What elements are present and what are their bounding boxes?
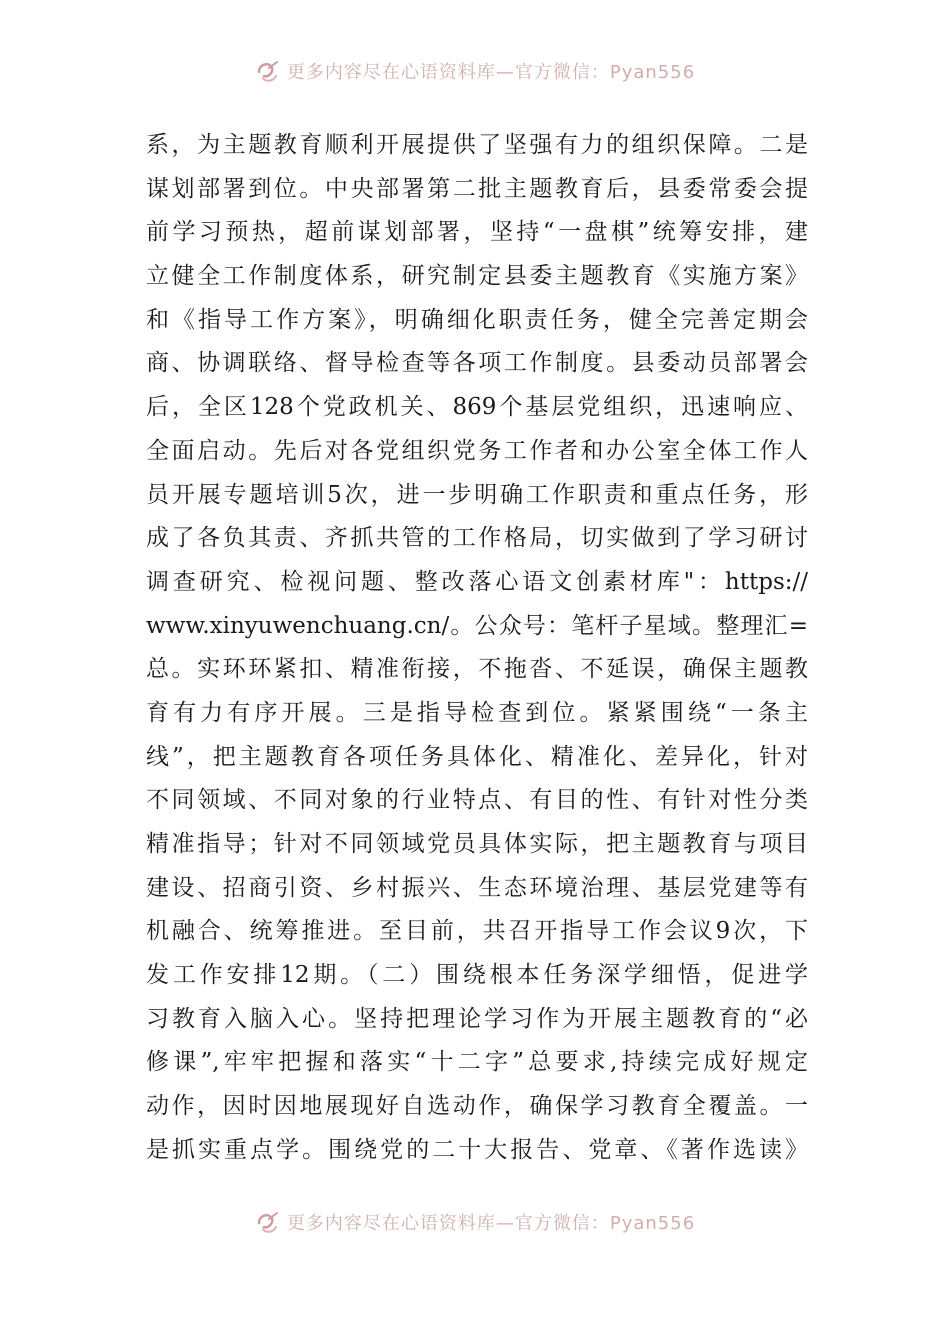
body-line: 不同领域、不同对象的行业特点、有目的性、有针对性分类 [146, 787, 808, 814]
body-line: 和《指导工作方案》，明确细化职责任务，健全完善定期会 [146, 306, 808, 333]
body-line: 动作，因时因地展现好自选动作，确保学习教育全覆盖。一 [146, 1093, 808, 1120]
body-line: 成了各负其责、齐抓共管的工作格局，切实做到了学习研讨 [146, 525, 808, 552]
footer-watermark [0, 1207, 950, 1237]
body-line: 后，全区128个党政机关、869个基层党组织，迅速响应、 [146, 394, 808, 421]
body-line: 习教育入脑入心。坚持把理论学习作为开展主题教育的“必 [146, 1005, 808, 1032]
watermark-text: 更多内容尽在心语资料库—官方微信：Pyan556 [286, 1213, 696, 1234]
body-line: 机融合、统筹推进。至目前，共召开指导工作会议9次，下 [146, 918, 808, 945]
body-line: 线”，把主题教育各项任务具体化、精准化、差异化，针对 [146, 743, 808, 770]
body-line: 系，为主题教育顺利开展提供了坚强有力的组织保障。二是 [146, 132, 808, 158]
body-line: 员开展专题培训5次，进一步明确工作职责和重点任务，形 [146, 481, 808, 508]
body-line: 是抓实重点学。围绕党的二十大报告、党章、《著作选读》 [146, 1136, 808, 1163]
watermark-logo-icon [255, 1209, 281, 1235]
body-line: 精准指导；针对不同领域党员具体实际，把主题教育与项目 [146, 831, 808, 857]
document-body [146, 124, 808, 1173]
body-line: 谋划部署到位。中央部署第二批主题教育后，县委常委会提 [146, 175, 808, 202]
body-line: 立健全工作制度体系，研究制定县委主题教育《实施方案》 [146, 263, 808, 290]
body-line: 全面启动。先后对各党组织党务工作者和办公室全体工作人 [146, 437, 808, 464]
body-line: 总。实环环紧扣、精准衔接，不拖沓、不延误，确保主题教 [146, 656, 808, 683]
watermark-text: 更多内容尽在心语资料库—官方微信：Pyan556 [286, 62, 696, 83]
body-line: 修课”,牢牢把握和落实“十二字”总要求,持续完成好规定 [146, 1049, 808, 1076]
body-line: 调查研究、检视问题、整改落心语文创素材库"：https:// [146, 568, 808, 595]
body-line: 商、协调联络、督导检查等各项工作制度。县委动员部署会 [146, 350, 808, 377]
body-line: 前学习预热，超前谋划部署，坚持“一盘棋”统筹安排，建 [146, 219, 808, 246]
body-line: www.xinyuwenchuang.cn/。公众号：笔杆子星域。整理汇= [146, 612, 808, 639]
body-line: 育有力有序开展。三是指导检查到位。紧紧围绕“一条主 [146, 699, 808, 726]
watermark-logo-icon [255, 58, 281, 84]
header-watermark [0, 56, 950, 86]
body-line: 建设、招商引资、乡村振兴、生态环境治理、基层党建等有 [146, 874, 808, 901]
body-line: 发工作安排12期。（二）围绕根本任务深学细悟，促进学 [146, 962, 808, 989]
